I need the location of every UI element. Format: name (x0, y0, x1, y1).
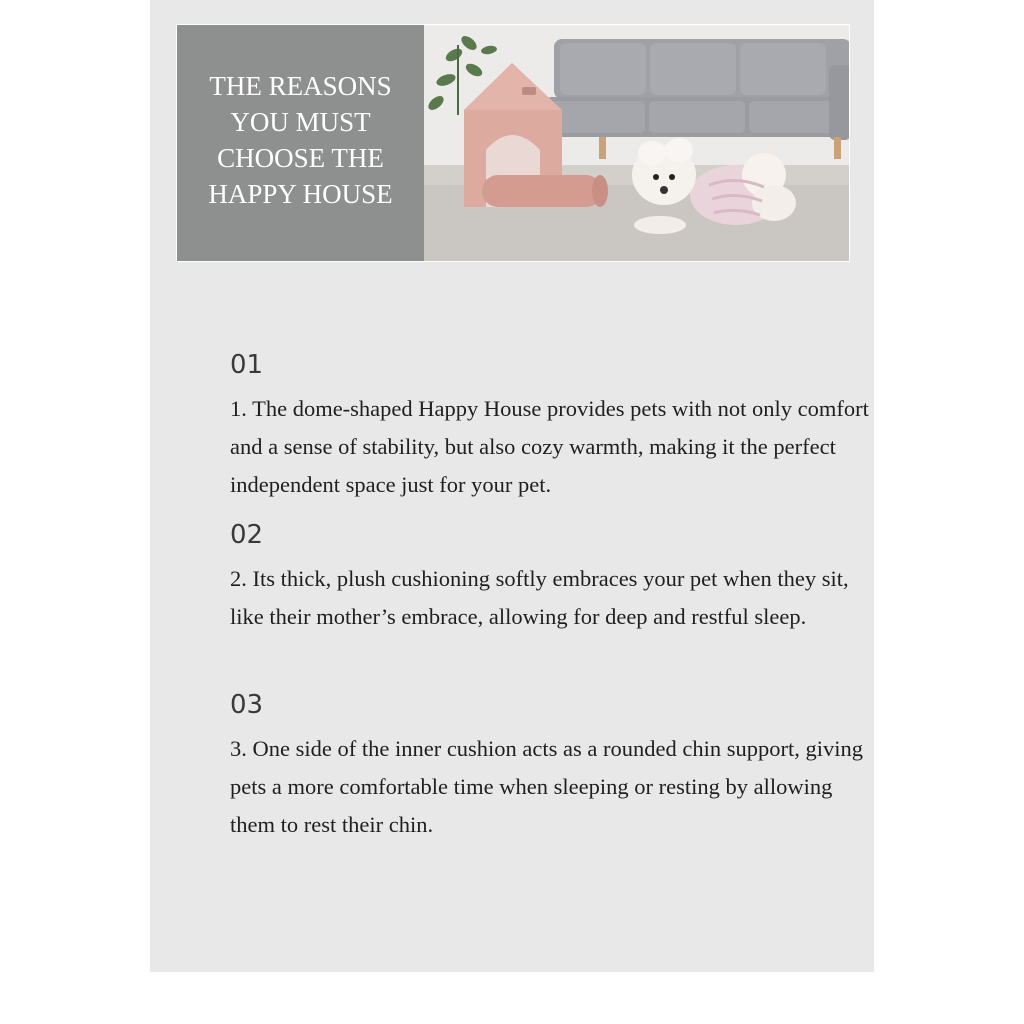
reason-text: 2. Its thick, plush cushioning softly embraces your pet when they sit, like their mother’s embrace, allowing for deep and restful sleep. (230, 566, 849, 629)
reason-number: 03 (230, 690, 264, 720)
reason-number: 01 (230, 350, 264, 380)
reason-number: 02 (230, 520, 264, 550)
reason-section-1 (230, 350, 870, 504)
reason-text: 1. The dome-shaped Happy House provides pets with not only comfort and a sense of stability, but also cozy warmth, making it the perfect independent space just for your pet. (230, 396, 869, 497)
page (150, 0, 874, 972)
reason-text: 3. One side of the inner cushion acts as a rounded chin support, giving pets a more comfortable time when sleeping or resting by allowing them to rest their chin. (230, 736, 863, 837)
reason-section-3 (230, 690, 870, 844)
hero-title-panel (177, 25, 424, 261)
reason-section-2 (230, 520, 870, 636)
hero-title: THE REASONS YOU MUST CHOOSE THE HAPPY HOUSE (208, 71, 393, 209)
hero-banner (176, 24, 850, 262)
hero-photo-illustration (424, 25, 850, 262)
hero-photo (424, 25, 850, 261)
